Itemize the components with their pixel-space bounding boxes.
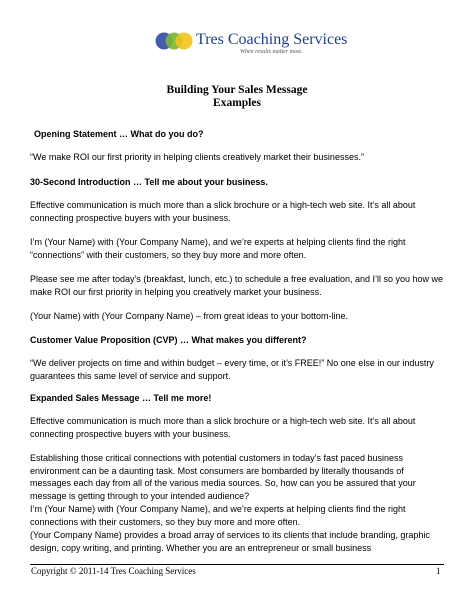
introduction-paragraph-2 [30, 236, 445, 261]
expanded-message-heading [30, 392, 445, 405]
introduction-paragraph-3 [30, 273, 445, 298]
footer-copyright: Copyright © 2011-14 Tres Coaching Services [31, 566, 196, 576]
section-heading: Opening Statement … What do you do? [34, 129, 204, 139]
expanded-paragraph-2 [30, 452, 445, 502]
three-circles-logo-icon [154, 31, 198, 51]
introduction-heading [30, 176, 445, 189]
expanded-paragraph-3 [30, 503, 445, 528]
paragraph: I’m (Your Name) with (Your Company Name), and we’re experts at helping clients find the right “connections” with their customers, so they buy more and more often. [30, 237, 406, 260]
paragraph: (Your Company Name) provides a broad array of services to its clients that include branding, graphic design, copy writing, and printing. Whether you are an entrepreneur or small business [30, 530, 430, 553]
paragraph: (Your Name) with (Your Company Name) – from great ideas to your bottom-line. [30, 311, 348, 321]
introduction-paragraph-1 [30, 199, 445, 224]
section-heading: 30-Second Introduction … Tell me about your business. [30, 177, 268, 187]
document-subtitle: Examples [213, 97, 261, 109]
expanded-paragraph-1 [30, 415, 445, 440]
paragraph: “We deliver projects on time and within budget – every time, or it’s FREE!” No one else in our industry guarantees this same level of service and support. [30, 358, 434, 381]
opening-statement-heading [34, 128, 449, 141]
paragraph: Please see me after today’s (breakfast, lunch, etc.) to schedule a free evaluation, and I’ll so you how we make ROI our first priority in helping you creatively market your business. [30, 274, 444, 297]
document-title: Building Your Sales Message [166, 84, 308, 96]
opening-statement-quote [30, 151, 445, 164]
expanded-paragraph-4 [30, 529, 445, 554]
paragraph: Establishing those critical connections with potential customers in today’s fast paced business environment can be a daunting task. Most consumers are bombarded by literally thousands of messages each day from all of the various media sources. So, how can you be assured that your message is getting through to your intended audience? [30, 453, 416, 501]
logo-tagline: When results matter most. [240, 49, 303, 55]
section-heading: Expanded Sales Message … Tell me more! [30, 393, 212, 403]
cvp-heading [30, 334, 445, 347]
paragraph: “We make ROI our first priority in helping clients creatively market their businesses.” [30, 152, 364, 162]
paragraph: Effective communication is much more than a slick brochure or a high-tech web site. It’s all about connecting prospective buyers with your business. [30, 200, 416, 223]
footer-divider [30, 564, 444, 565]
section-heading: Customer Value Proposition (CVP) … What makes you different? [30, 335, 307, 345]
paragraph: Effective communication is much more than a slick brochure or a high-tech web site. It’s all about connecting prospective buyers with your business. [30, 416, 416, 439]
paragraph: I’m (Your Name) with (Your Company Name), and we’re experts at helping clients find the right connections with their customers, so they buy more and more often. [30, 504, 406, 527]
introduction-paragraph-4 [30, 310, 445, 323]
cvp-paragraph [30, 357, 445, 382]
logo-company-name: Tres Coaching Services [196, 31, 348, 48]
page-number: 1 [436, 566, 441, 576]
company-logo [154, 30, 348, 58]
